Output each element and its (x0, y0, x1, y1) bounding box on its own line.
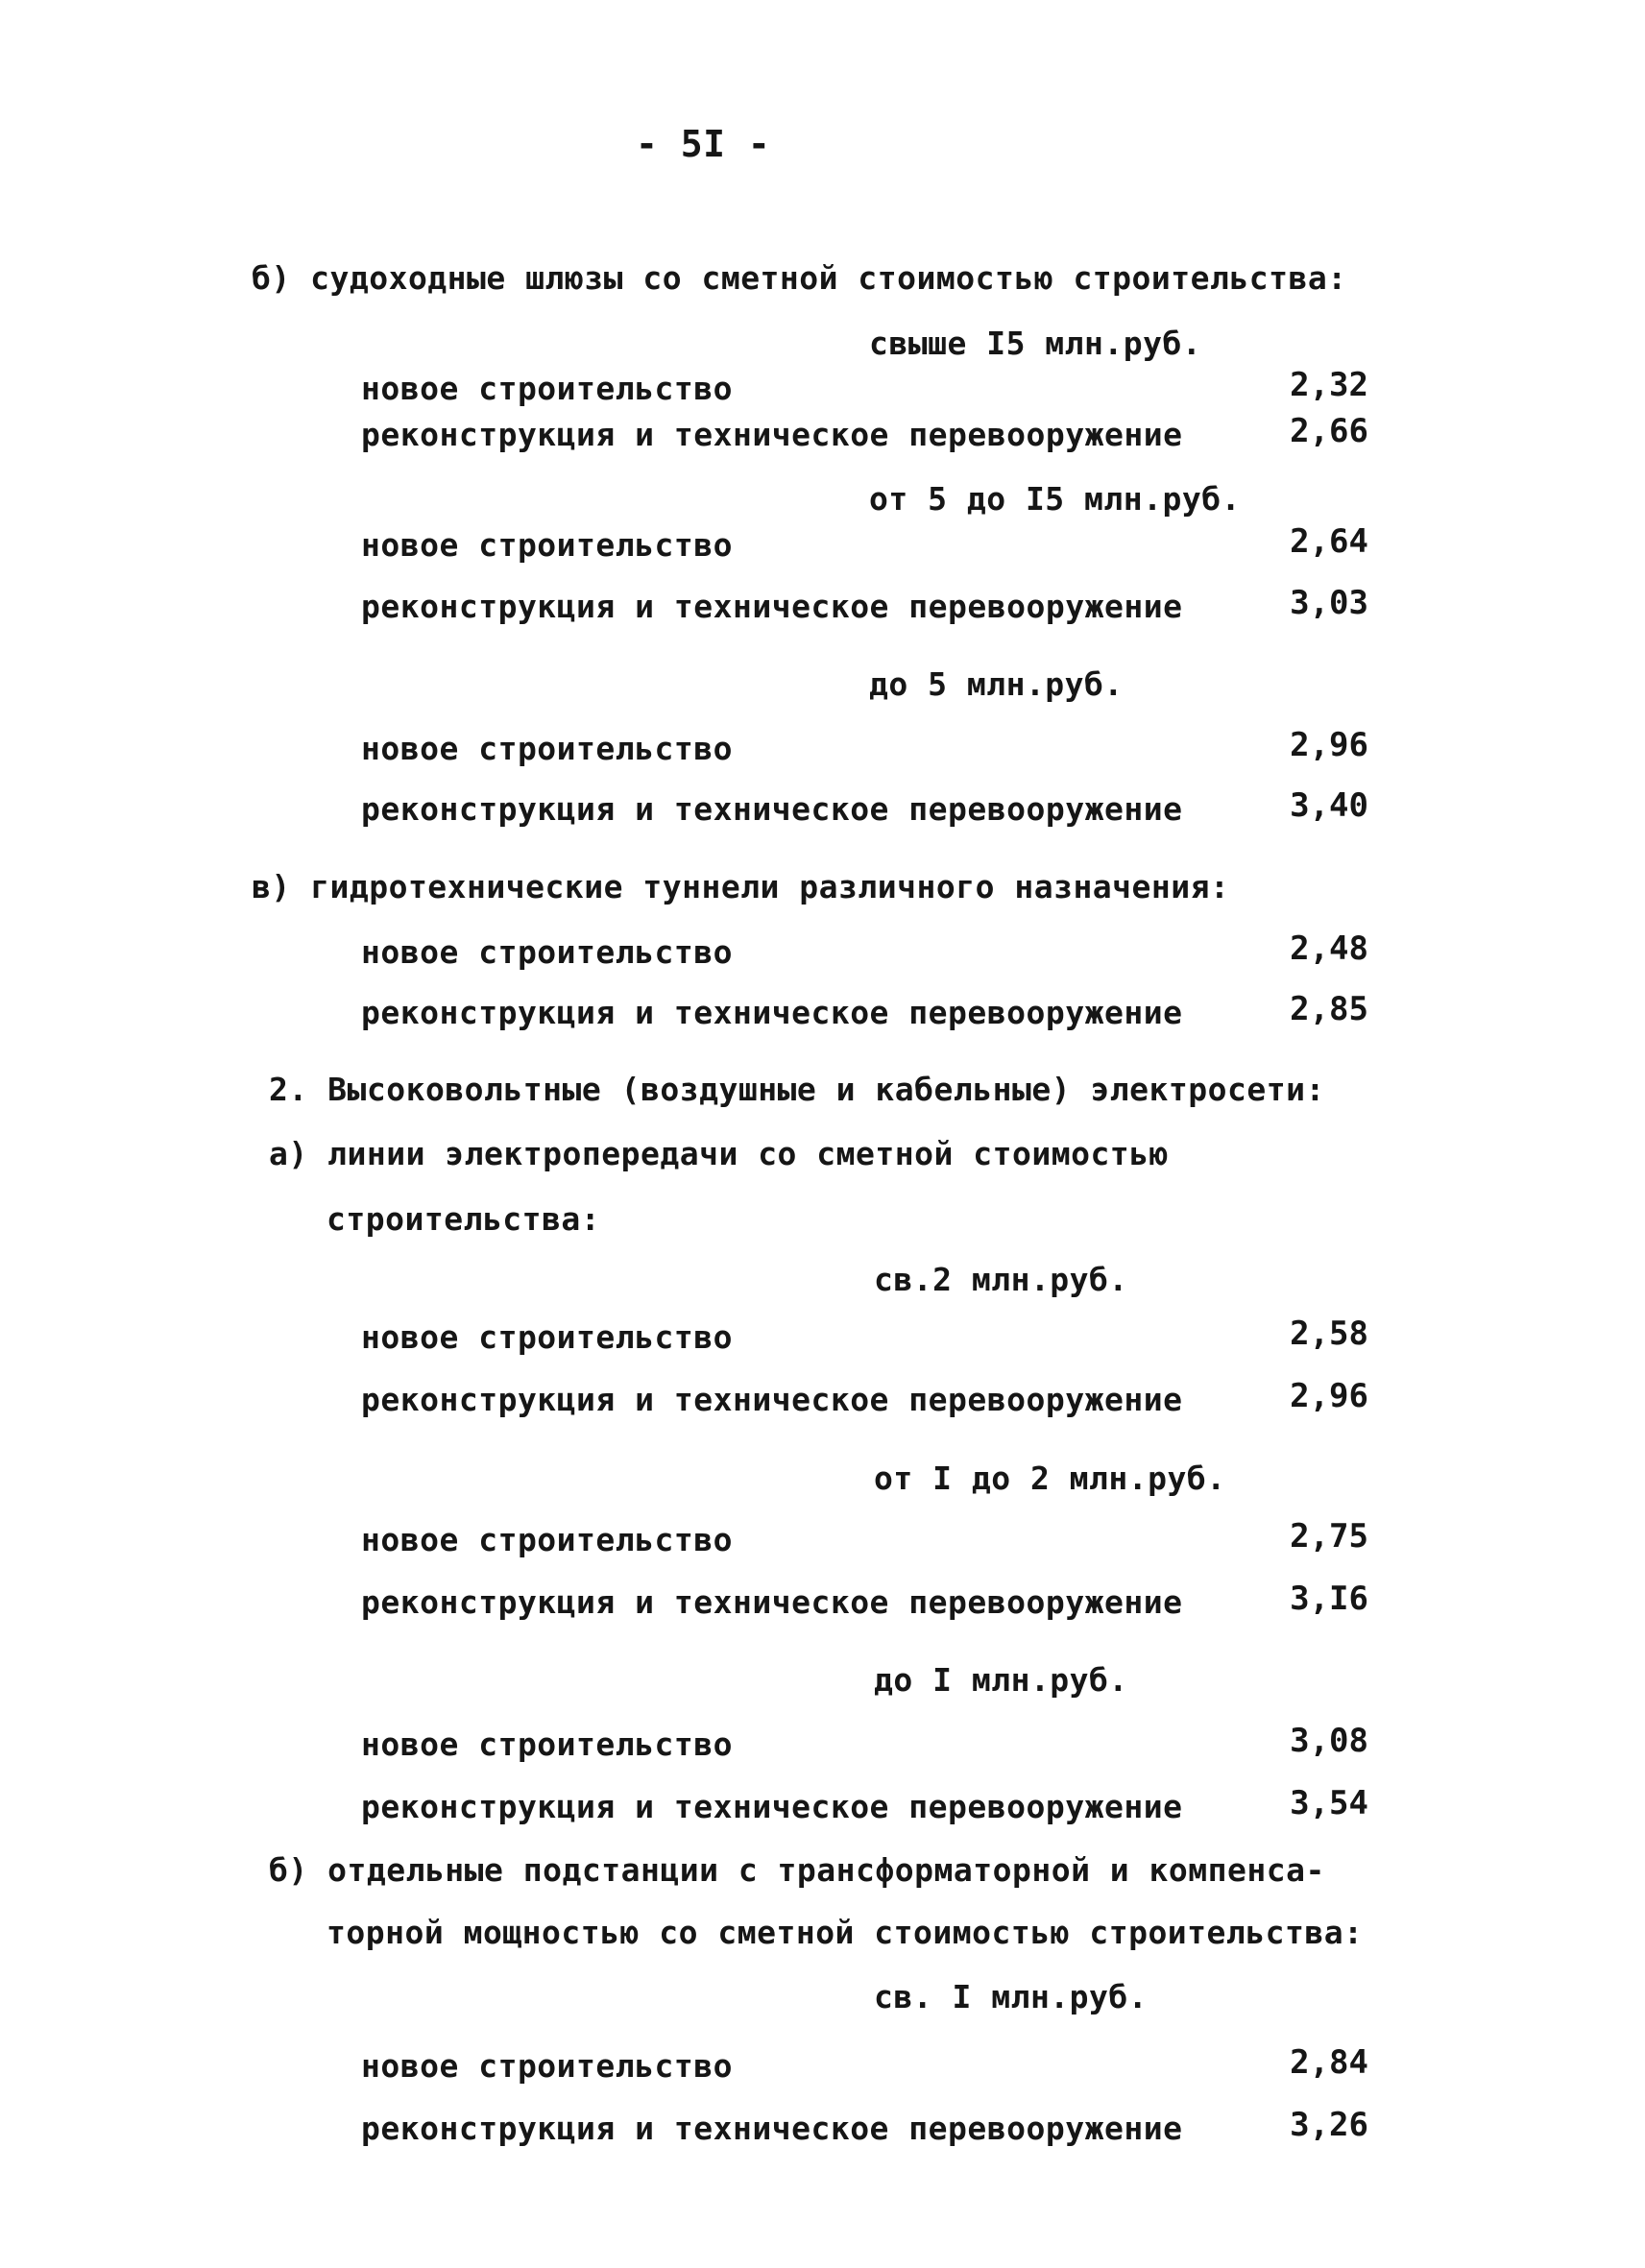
section-heading-tunnels: в) гидротехнические туннели различного назначения: (252, 868, 1230, 905)
row-value: 3,26 (1290, 2106, 1368, 2144)
row-label: реконструкция и техническое перевооружение (361, 1788, 1183, 1825)
row-label: реконструкция и техническое перевооружение (361, 588, 1183, 625)
row-label: новое строительство (361, 526, 733, 564)
row-value: 2,32 (1290, 366, 1368, 404)
row-value: 2,58 (1290, 1315, 1368, 1353)
section-heading-substations: б) отдельные подстанции с трансформаторной и компенса- (269, 1851, 1325, 1889)
cost-range-heading: свыше I5 млн.руб. (869, 325, 1202, 362)
row-label: реконструкция и техническое перевооружение (361, 2110, 1183, 2147)
row-label: новое строительство (361, 1725, 733, 1763)
row-value: 2,96 (1290, 1377, 1368, 1415)
page-number: - 5I - (636, 123, 771, 165)
row-label: новое строительство (361, 370, 733, 407)
row-label: реконструкция и техническое перевооружение (361, 1583, 1183, 1621)
cost-range-heading: св. I млн.руб. (874, 1978, 1149, 2015)
row-value: 3,54 (1290, 1784, 1368, 1822)
row-value: 2,96 (1290, 726, 1368, 764)
row-value: 3,08 (1290, 1722, 1368, 1760)
cost-range-heading: до I млн.руб. (874, 1661, 1128, 1699)
row-label: реконструкция и техническое перевооружение (361, 790, 1183, 828)
row-label: новое строительство (361, 933, 733, 971)
row-value: 2,64 (1290, 522, 1368, 561)
cost-range-heading: от I до 2 млн.руб. (874, 1460, 1226, 1497)
row-label: новое строительство (361, 1521, 733, 1558)
cost-range-heading: от 5 до I5 млн.руб. (869, 480, 1241, 518)
row-value: 3,I6 (1290, 1580, 1368, 1618)
row-label: реконструкция и техническое перевооружение (361, 1381, 1183, 1418)
row-value: 2,48 (1290, 929, 1368, 968)
cost-range-heading: до 5 млн.руб. (869, 665, 1124, 703)
section-heading-lines-cont: строительства: (327, 1200, 601, 1238)
row-label: реконструкция и техническое перевооружение (361, 416, 1183, 453)
section-heading-locks: б) судоходные шлюзы со сметной стоимостью строительства: (252, 259, 1347, 297)
row-label: новое строительство (361, 2047, 733, 2085)
row-label: новое строительство (361, 730, 733, 767)
cost-range-heading: св.2 млн.руб. (874, 1261, 1128, 1298)
section-heading-lines: а) линии электропередачи со сметной стоимостью (269, 1135, 1169, 1172)
row-label: реконструкция и техническое перевооружение (361, 994, 1183, 1031)
row-value: 2,66 (1290, 412, 1368, 450)
row-value: 2,85 (1290, 990, 1368, 1028)
section-heading-networks: 2. Высоковольтные (воздушные и кабельные) электросети: (269, 1071, 1325, 1108)
row-label: новое строительство (361, 1318, 733, 1356)
row-value: 2,75 (1290, 1517, 1368, 1556)
row-value: 3,40 (1290, 786, 1368, 825)
row-value: 2,84 (1290, 2043, 1368, 2082)
row-value: 3,03 (1290, 584, 1368, 622)
section-heading-substations-cont: торной мощностью со сметной стоимостью строительства: (327, 1914, 1364, 1951)
